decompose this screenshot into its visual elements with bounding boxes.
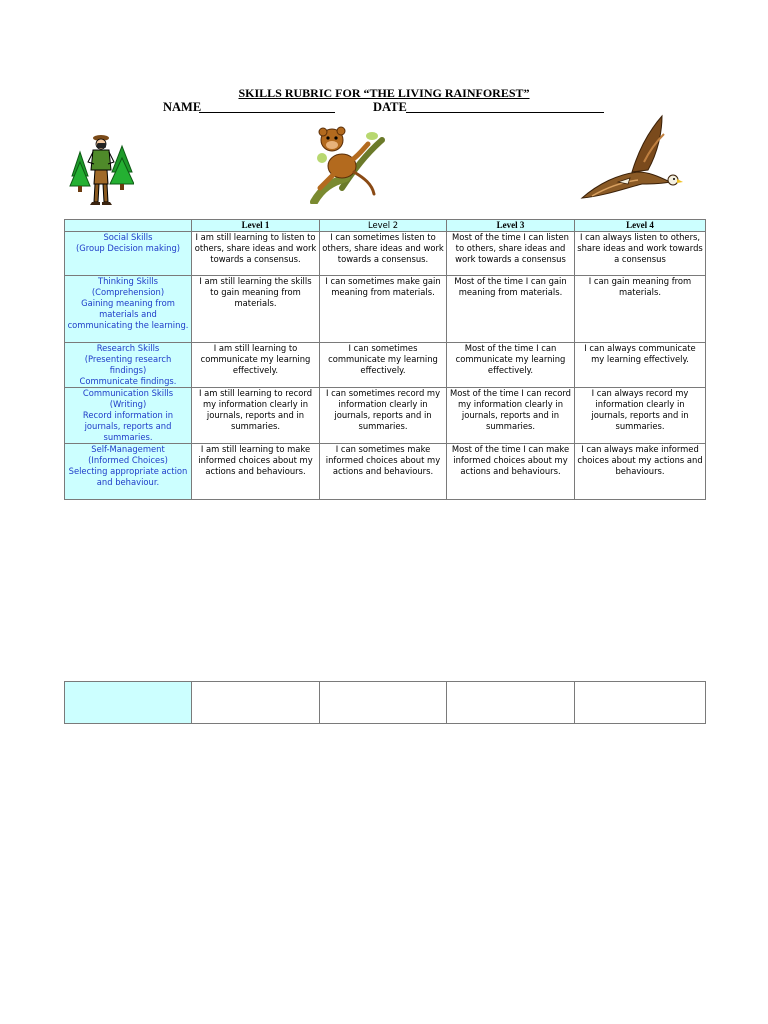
level-2-cell: I can sometimes make gain meaning from materials.: [320, 276, 447, 343]
level-3-cell: Most of the time I can gain meaning from materials.: [447, 276, 575, 343]
skill-title: Social Skills: [103, 232, 153, 242]
skill-title: Thinking Skills: [97, 276, 159, 286]
level-4-cell: I can always record my information clearly in journals, reports and in summaries.: [575, 388, 706, 444]
skill-title: Self-Management: [91, 444, 165, 454]
blank-level-1-cell[interactable]: [192, 682, 320, 724]
header-level-1: Level 1: [192, 220, 320, 232]
skill-subtitle: (Informed Choices): [88, 455, 168, 465]
rubric-header-row: [65, 220, 706, 232]
blank-skill-cell[interactable]: [65, 682, 192, 724]
level-2-cell: I can sometimes make informed choices about my actions and behaviours.: [320, 444, 447, 500]
level-1-cell: I am still learning to make informed choices about my actions and behaviours.: [192, 444, 320, 500]
level-4-cell: I can always communicate my learning effectively.: [575, 343, 706, 388]
header-level-2: Level 2: [320, 220, 447, 232]
rubric-row-self-management: [65, 444, 706, 500]
level-3-cell: Most of the time I can record my information clearly in journals, reports and in summaries.: [447, 388, 575, 444]
date-label: DATE: [373, 100, 407, 114]
hiker-binoculars-icon: [68, 132, 134, 206]
blank-level-3-cell[interactable]: [447, 682, 575, 724]
skill-cell: [65, 388, 192, 444]
header-level-4: Level 4: [575, 220, 706, 232]
rubric-row-social-skills: [65, 232, 706, 276]
skill-cell: [65, 276, 192, 343]
level-1-cell: I am still learning the skills to gain meaning from materials.: [192, 276, 320, 343]
skill-description: Communicate findings.: [79, 376, 177, 386]
skill-subtitle: (Comprehension): [91, 287, 165, 297]
rubric-row-communication-skills: [65, 388, 706, 444]
skill-title: Communication Skills: [82, 388, 174, 398]
level-2-cell: I can sometimes record my information clearly in journals, reports and in summaries.: [320, 388, 447, 444]
skill-subtitle: (Writing): [109, 399, 147, 409]
level-3-cell: Most of the time I can listen to others, share ideas and work towards a consensus: [447, 232, 575, 276]
blank-rubric-row-table: [64, 681, 706, 724]
page-title: SKILLS RUBRIC FOR “THE LIVING RAINFOREST”: [238, 86, 530, 100]
skill-description: Selecting appropriate action and behaviour.: [68, 466, 188, 487]
header-level-3: Level 3: [447, 220, 575, 232]
skill-cell: [65, 343, 192, 388]
skill-cell: [65, 232, 192, 276]
skill-subtitle: (Presenting research findings): [84, 354, 172, 375]
skills-rubric-table: [64, 219, 706, 500]
level-2-cell: I can sometimes listen to others, share ideas and work towards a consensus.: [320, 232, 447, 276]
skill-cell: [65, 444, 192, 500]
skill-description: Gaining meaning from materials and communicating the learning.: [67, 298, 189, 330]
level-1-cell: I am still learning to record my information clearly in journals, reports and in summaries.: [192, 388, 320, 444]
header-blank: [65, 220, 192, 232]
level-4-cell: I can always listen to others, share ideas and work towards a consensus: [575, 232, 706, 276]
rubric-row-thinking-skills: [65, 276, 706, 343]
blank-row: [65, 682, 706, 724]
level-3-cell: Most of the time I can communicate my learning effectively.: [447, 343, 575, 388]
level-4-cell: I can always make informed choices about my actions and behaviours.: [575, 444, 706, 500]
level-1-cell: I am still learning to communicate my learning effectively.: [192, 343, 320, 388]
flying-eagle-icon: [578, 112, 684, 206]
name-label: NAME: [163, 100, 202, 114]
monkey-on-branch-icon: [302, 118, 388, 204]
level-1-cell: I am still learning to listen to others, share ideas and work towards a consensus.: [192, 232, 320, 276]
blank-level-4-cell[interactable]: [575, 682, 706, 724]
level-4-cell: I can gain meaning from materials.: [575, 276, 706, 343]
level-2-cell: I can sometimes communicate my learning effectively.: [320, 343, 447, 388]
date-blank-line[interactable]: [406, 112, 604, 113]
skill-subtitle: (Group Decision making): [75, 243, 181, 253]
rubric-row-research-skills: [65, 343, 706, 388]
skill-title: Research Skills: [96, 343, 160, 353]
blank-level-2-cell[interactable]: [320, 682, 447, 724]
skill-description: Record information in journals, reports and summaries.: [82, 410, 174, 442]
level-3-cell: Most of the time I can make informed choices about my actions and behaviours.: [447, 444, 575, 500]
name-blank-line[interactable]: [199, 112, 335, 113]
